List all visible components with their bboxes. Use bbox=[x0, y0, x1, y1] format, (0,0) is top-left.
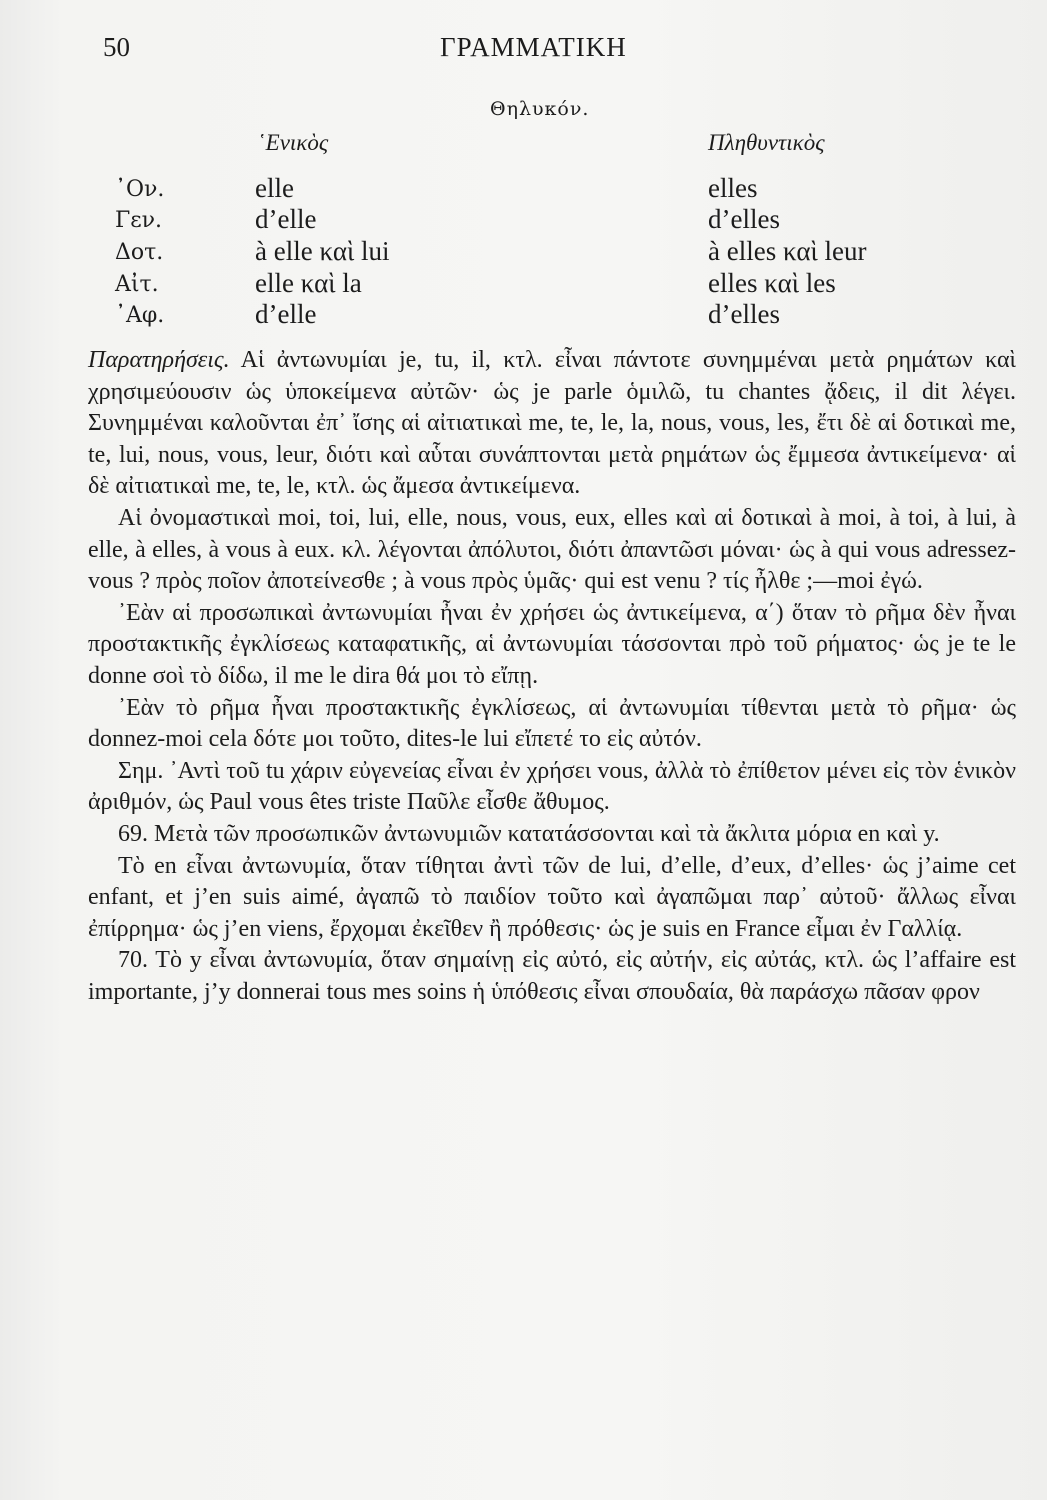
case-label: Γεν. bbox=[115, 208, 163, 233]
gender-heading: Θηλυκόν. bbox=[490, 98, 590, 120]
singular-form: elle καὶ la bbox=[255, 268, 362, 298]
plural-form: d’elles bbox=[708, 299, 780, 329]
plural-column-heading: Πληθυντικὸς bbox=[708, 130, 825, 155]
case-label: Αἰτ. bbox=[115, 272, 159, 297]
paragraph-object-position: ᾿Εὰν αἱ προσωπικαὶ ἀντωνυμίαι ἦναι ἐν χρήσει ὡς ἀντικείμενα, α΄) ὅταν τὸ ρῆμα δὲν ἦναι προστακτικῆς ἐγκλίσεως καταφατικῆς, αἱ ἀντωνυμίαι τάσσονται πρὸ τοῦ ρήματος· ὡς je te le donne σοὶ τὸ δίδω, il me le dira θά μοι τὸ εἴπῃ. bbox=[88, 599, 1016, 689]
paragraph-remarks bbox=[88, 345, 1016, 503]
singular-form: à elle καὶ lui bbox=[255, 236, 390, 266]
paragraph-section-70: 70. Τὸ y εἶναι ἀντωνυμία, ὅταν σημαίνῃ εἰς αὐτό, εἰς αὐτήν, εἰς αὐτάς, κτλ. ὡς l’affaire est importante, j’y donnerai tous mes soins ἡ ὑπόθεσις εἶναι σπουδαία, θὰ παράσχω πᾶσαν φρον bbox=[88, 947, 1016, 1005]
plural-form: à elles καὶ leur bbox=[708, 236, 867, 266]
paragraph-en: Τὸ en εἶναι ἀντωνυμία, ὅταν τίθηται ἀντὶ τῶν de lui, d’elle, d’eux, d’elles· ὡς j’aime cet enfant, et j’en suis aimé, ἀγαπῶ τὸ παιδίον τοῦτο καὶ ἀγαπῶμαι παρ᾿ αὐτοῦ· ἄλλως εἶναι ἐπίρρημα· ὡς j’en viens, ἔρχομαι ἐκεῖθεν ἢ πρόθεσις· ὡς je suis en France εἶμαι ἐν Γαλλίᾳ. bbox=[88, 852, 1016, 942]
case-label: ᾿Αφ. bbox=[115, 303, 165, 328]
paragraph-section-69: 69. Μετὰ τῶν προσωπικῶν ἀντωνυμιῶν κατατάσσονται καὶ τὰ ἄκλιτα μόρια en καὶ y. bbox=[118, 820, 940, 847]
plural-form: elles bbox=[708, 173, 758, 203]
case-label: Δοτ. bbox=[115, 240, 164, 265]
paragraph-text: Αἱ ἀντωνυμίαι je, tu, il, κτλ. εἶναι πάντοτε συνημμέναι μετὰ ρημάτων καὶ χρησιμεύουσιν ὡς ὑποκείμενα αὐτῶν· ὡς je parle ὁμιλῶ, tu chantes ᾄδεις, il dit λέγει. Συνημμέναι καλοῦνται ἐπ᾿ ἴσης αἱ αἰτιατικαὶ me, te, le, la, nous, vous, les, ἔτι δὲ αἱ δοτικαὶ me, te, lui, nous, vous, leur, διότι καὶ αὗται συνάπτονται μετὰ ρημάτων ὡς ἔμμεσα ἀντικείμενα· αἱ δὲ αἰτιατικαὶ me, te, le, κτλ. ὡς ἄμεσα ἀντικείμενα. bbox=[88, 347, 1016, 500]
singular-form: d’elle bbox=[255, 204, 317, 234]
running-title: ΓΡΑΜΜΑΤΙΚΗ bbox=[440, 32, 627, 62]
remarks-label: Παρατηρήσεις. bbox=[88, 347, 230, 373]
plural-form: d’elles bbox=[708, 204, 780, 234]
body-text bbox=[88, 345, 1016, 1008]
page-number: 50 bbox=[103, 32, 130, 62]
paragraph-absolute-pronouns: Αἱ ὀνομαστικαὶ moi, toi, lui, elle, nous, vous, eux, elles καὶ αἱ δοτικαὶ à moi, à toi, à lui, à elle, à elles, à vous à eux. κλ. λέγονται ἀπόλυτοι, διότι ἀπαντῶσι μόναι· ὡς à qui vous adressez-vous ? πρὸς ποῖον ἀποτείνεσθε ; à vous πρὸς ὑμᾶς· qui est venu ? τίς ἦλθε ;—moi ἐγώ. bbox=[88, 504, 1016, 595]
paragraph-imperative: ᾿Εὰν τὸ ρῆμα ἦναι προστακτικῆς ἐγκλίσεως, αἱ ἀντωνυμίαι τίθενται μετὰ τὸ ρῆμα· ὡς donnez-moi cela δότε μοι τοῦτο, dites-le lui εἴπετέ το εἰς αὐτόν. bbox=[88, 694, 1016, 753]
singular-form: d’elle bbox=[255, 299, 317, 329]
singular-form: elle bbox=[255, 173, 294, 203]
case-label: ᾿Ον. bbox=[115, 177, 165, 202]
singular-column-heading: ῾Ενικὸς bbox=[258, 130, 329, 155]
plural-form: elles καὶ les bbox=[708, 268, 836, 298]
paragraph-note: Σημ. ᾿Αντὶ τοῦ tu χάριν εὐγενείας εἶναι ἐν χρήσει vous, ἀλλὰ τὸ ἐπίθετον μένει εἰς τὸν ἑνικὸν ἀριθμόν, ὡς Paul vous êtes triste Παῦλε εἶσθε ἄθυμος. bbox=[88, 757, 1016, 816]
